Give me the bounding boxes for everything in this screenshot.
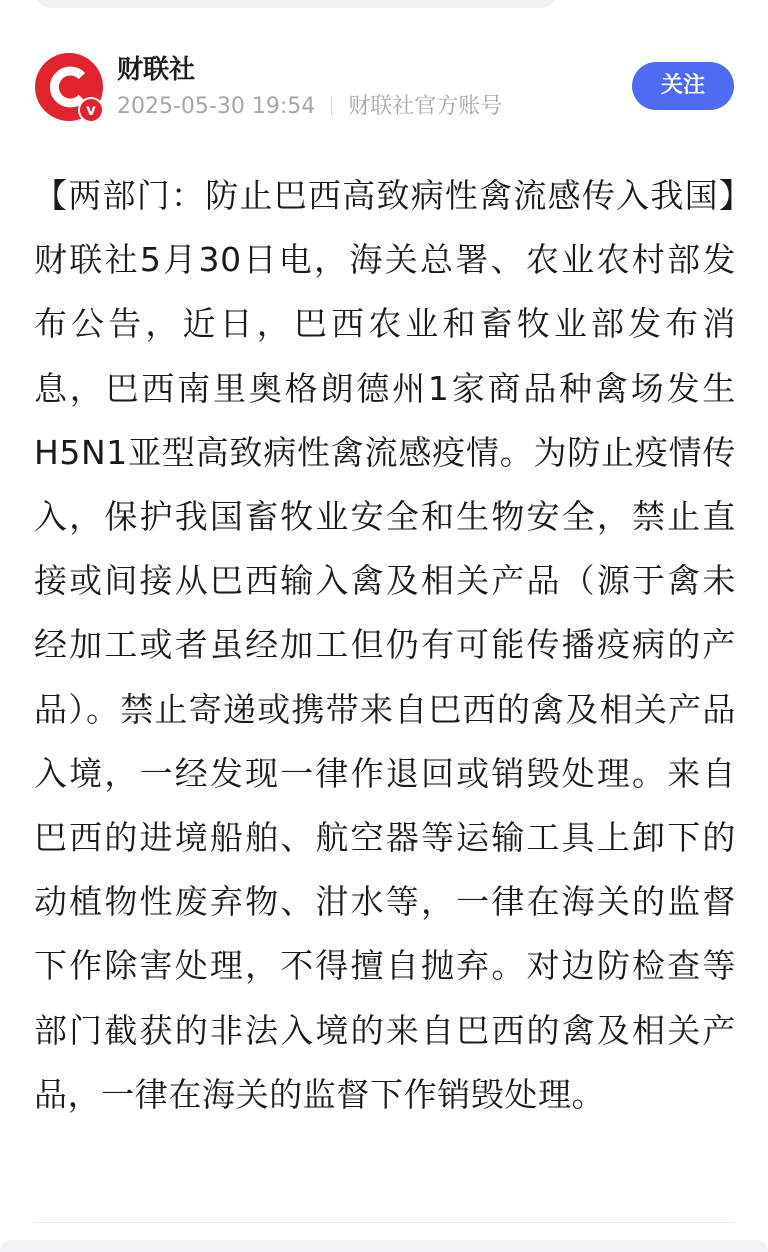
bottom-bar-remnant	[0, 1240, 768, 1252]
article-body: 【两部门：防止巴西高致病性禽流感传入我国】财联社5月30日电，海关总署、农业农村部发布公告，近日，巴西农业和畜牧业部发布消息，巴西南里奥格朗德州1家商品种禽场发生H5N1亚型高致病性禽流感疫情。为防止疫情传入，保护我国畜牧业安全和生物安全，禁止直接或间接从巴西输入禽及相关产品（源于禽未经加工或者虽经加工但仍有可能传播疫病的产品）。禁止寄递或携带来自巴西的禽及相关产品入境，一经发现一律作退回或销毁处理。来自巴西的进境船舶、航空器等运输工具上卸下的动植物性废弃物、泔水等，一律在海关的监督下作除害处理，不得擅自抛弃。对边防检查等部门截获的非法入境的来自巴西的禽及相关产品，一律在海关的监督下作销毁处理。	[34, 176, 736, 1114]
content-divider	[34, 1222, 734, 1223]
account-type-label: 财联社官方账号	[348, 94, 503, 119]
post-timestamp: 2025-05-30 19:54	[117, 94, 316, 119]
post-meta	[117, 92, 502, 122]
top-bar-remnant	[36, 0, 556, 8]
verified-icon: v	[78, 97, 104, 123]
author-name[interactable]: 财联社	[117, 55, 196, 85]
meta-divider	[331, 96, 332, 116]
follow-button[interactable]: 关注	[632, 62, 734, 110]
author-header	[0, 48, 768, 128]
